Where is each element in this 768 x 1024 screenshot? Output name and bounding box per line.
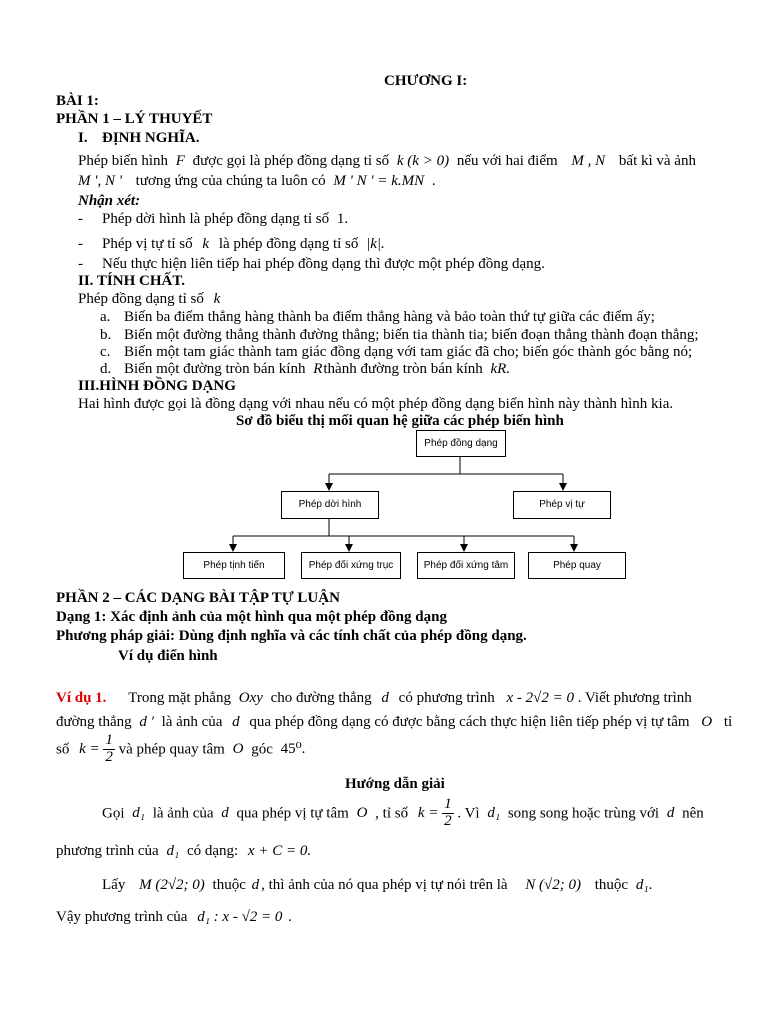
node-isometry: Phép dời hình [281, 491, 379, 519]
solution-line4: Vậy phương trình của d₁ : x - √2 = 0 . [56, 909, 292, 925]
part2-title: PHẦN 2 – CÁC DẠNG BÀI TẬP TỰ LUẬN [56, 590, 340, 606]
node-rotation: Phép quay [528, 552, 626, 579]
chapter-title: CHƯƠNG I: [384, 73, 468, 89]
section2-title: II. TÍNH CHẤT. [78, 273, 185, 289]
diagram-title: Sơ đồ biểu thị mối quan hệ giữa các phép biến hình [236, 413, 564, 429]
solution-line1: Gọi d₁ là ảnh của d qua phép vị tự tâm O , tỉ số k = $\frac{1}{2}$ . Vì d₁ song song hoặc trùng với d nên [102, 796, 704, 829]
example1-line3: số k = $\frac{1}{2}$ và phép quay tâm O góc 45⁰. [56, 732, 306, 765]
lesson-title: BÀI 1: [56, 93, 99, 109]
property-b: b. Biến một đường thẳng thành đường thẳng; biến tia thành tia; biến đoạn thẳng thành đoạn thẳng; [100, 327, 699, 343]
node-homothety: Phép vị tự [513, 491, 611, 519]
example1-line1: Ví dụ 1. Trong mặt phẳng Oxy cho đường thẳng d có phương trình x - 2√2 = 0 . Viết phương trình [56, 690, 692, 706]
node-central-symmetry: Phép đối xứng tâm [417, 552, 515, 579]
example1-line2: đường thẳng d ' là ảnh của d qua phép đồng dạng có được bằng cách thực hiện liên tiếp phép vị tự tâm O tỉ [56, 714, 733, 730]
remark-title: Nhận xét: [78, 193, 141, 209]
solution-title: Hướng dẫn giải [345, 776, 445, 792]
examples-title: Ví dụ điển hình [118, 648, 218, 664]
property-c: c. Biến một tam giác thành tam giác đồng dạng với tam giác đã cho; biến góc thành góc bằng nó; [100, 344, 693, 360]
property-d: d. Biến một đường tròn bán kính Rthành đường tròn bán kính kR. [100, 361, 511, 377]
solution-line3: Lấy M (2√2; 0) thuộc d , thì ảnh của nó qua phép vị tự nói trên là N (√2; 0) thuộc d₁. [102, 877, 653, 893]
node-axial-symmetry: Phép đối xứng trục [301, 552, 401, 579]
type1-title: Dạng 1: Xác định ảnh của một hình qua một phép đồng dạng [56, 609, 447, 625]
remark-2: - Phép vị tự tỉ số k là phép đồng dạng tỉ số |k|. [78, 236, 385, 252]
section1-number: I. [78, 130, 88, 146]
section3-title: III.HÌNH ĐỒNG DẠNG [78, 378, 236, 394]
property-intro: Phép đồng dạng tỉ số k [78, 291, 221, 307]
fraction-one-half-solution: $\frac{1}{2}$ [444, 796, 452, 829]
remark-3: - Nếu thực hiện liên tiếp hai phép đồng dạng thì được một phép đồng dạng. [78, 256, 545, 272]
fraction-one-half: $\frac{1}{2}$ [105, 732, 113, 765]
part1-title: PHẦN 1 – LÝ THUYẾT [56, 111, 213, 127]
node-translation: Phép tịnh tiến [183, 552, 285, 579]
node-similarity: Phép đồng dạng [416, 430, 506, 457]
method-title: Phương pháp giải: Dùng định nghĩa và các tính chất của phép đồng dạng. [56, 628, 527, 644]
property-a: a. Biến ba điểm thẳng hàng thành ba điểm thẳng hàng và bảo toàn thứ tự giữa các điểm ấy; [100, 309, 655, 325]
definition-line2: M ', N ' tương ứng của chúng ta luôn có M ' N ' = k.MN . [78, 173, 436, 189]
section1-title: ĐỊNH NGHĨA. [102, 130, 200, 146]
section3-text: Hai hình được gọi là đồng dạng với nhau nếu có một phép đồng dạng biến hình này thành hình kia. [78, 396, 674, 412]
definition-line1: Phép biến hình F được gọi là phép đồng dạng tỉ số k (k > 0) nếu với hai điểm M , N bất kì và ảnh [78, 153, 696, 169]
remark-1: - Phép dời hình là phép đồng dạng tỉ số 1. [78, 211, 349, 227]
solution-line2: phương trình của d₁ có dạng: x + C = 0. [56, 843, 312, 859]
